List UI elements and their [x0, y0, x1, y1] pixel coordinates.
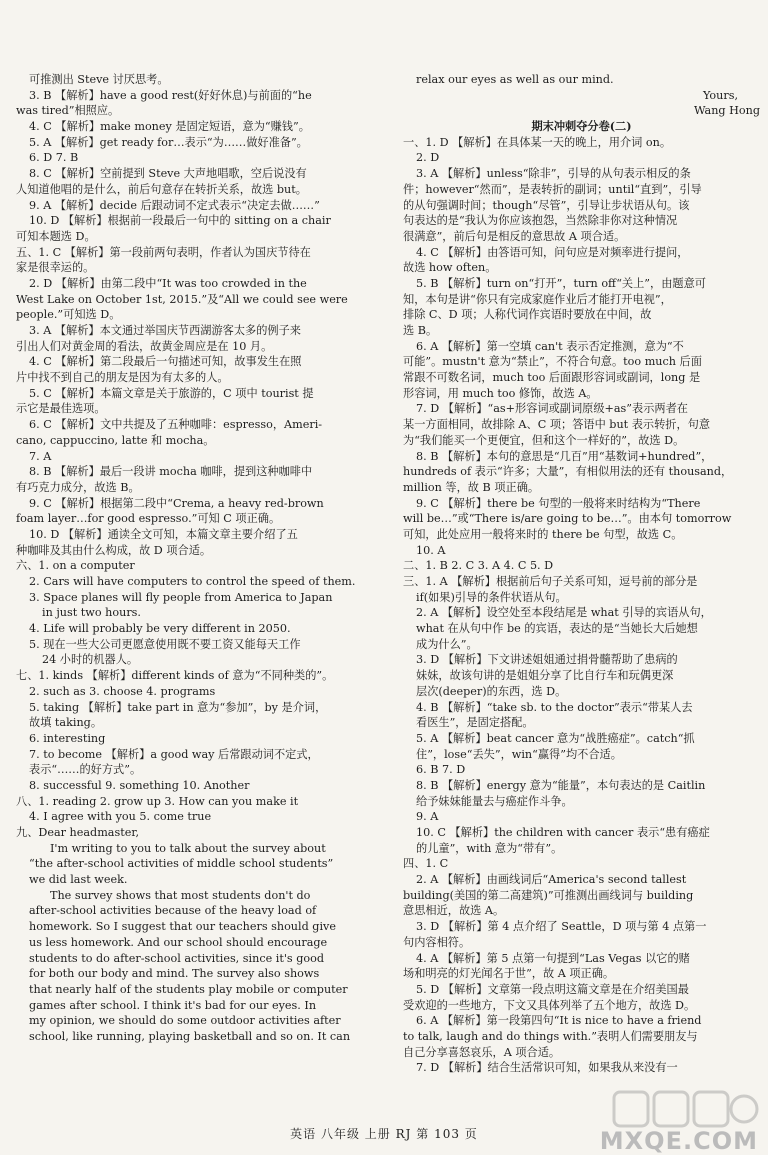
text-line: Wang Hong	[694, 104, 760, 118]
text-line: 一、1. D 【解析】在具体某一天的晚上，用介词 on。	[403, 135, 672, 149]
text-line: 的儿童”，with 意为“带有”。	[416, 841, 563, 855]
text-line: 5. 现在一些大公司更愿意使用既不要工资又能每天工作	[29, 637, 301, 651]
text-line: 场和明亮的灯光闻名于世”，故 A 项正确。	[403, 967, 615, 981]
text-line: 3. D 【解析】下文讲述姐姐通过捐骨髓帮助了患病的	[416, 653, 678, 667]
text-line: us less homework. And our school should encourage	[29, 935, 328, 949]
text-line: 五、1. C 【解析】第一段前两句表明，作者认为国庆节待在	[16, 245, 311, 259]
text-line: 故填 taking。	[29, 716, 103, 730]
text-line: 5. A 【解析】get ready for…表示“为……做好准备”。	[29, 135, 308, 149]
text-line: 4. C 【解析】由答语可知，问句应是对频率进行提问，	[416, 245, 689, 259]
text-line: 可知，此处应用一般将来时的 there be 句型，故选 C。	[403, 527, 683, 541]
text-line: 2. Cars will have computers to control the speed of them.	[29, 575, 356, 588]
text-line: 2. such as 3. choose 4. programs	[29, 684, 216, 698]
text-line: Yours,	[703, 88, 738, 102]
text-line: 很满意”，前后句是相反的意思故 A 项合适。	[403, 229, 626, 243]
text-line: games after school. I think it's bad for our eyes. In	[29, 998, 317, 1012]
text-line: 24 小时的机器人。	[42, 653, 139, 667]
text-line: 选 B。	[403, 324, 438, 337]
right-column	[403, 72, 760, 1076]
text-line: 2. A 【解析】设空处至本段结尾是 what 引导的宾语从句，	[416, 606, 712, 620]
text-line: 6. C 【解析】文中共提及了五种咖啡：espresso，Ameri-	[29, 418, 323, 432]
text-line: 2. A 【解析】由画线词后“America's second tallest	[416, 873, 687, 887]
text-line: 5. A 【解析】beat cancer 意为“战胜癌症”。catch“抓	[416, 731, 695, 745]
text-line: 3. Space planes will fly people from America to Japan	[29, 590, 333, 604]
text-line: 层次(deeper)的东西，选 D。	[416, 684, 567, 698]
text-line: 8. B 【解析】最后一段讲 mocha 咖啡，提到这种咖啡中	[29, 465, 313, 479]
text-line: if(如果)引导的条件状语从句。	[416, 590, 567, 604]
text-line: 受欢迎的一些地方，下文又具体列举了五个地方，故选 D。	[403, 998, 696, 1012]
text-line: 为“我们能买一个更便宜，但和这个一样好的”，故选 D。	[403, 433, 685, 447]
text-line: 七、1. kinds 【解析】different kinds of 意为“不同种类的”。	[16, 669, 334, 683]
text-line: 6. D 7. B	[29, 151, 79, 165]
text-line: 8. C 【解析】空前提到 Steve 大声地唱歌，空后说没有	[29, 167, 307, 181]
text-line: 六、1. on a computer	[16, 559, 135, 573]
text-line: cano, cappuccino, latte 和 mocha。	[16, 433, 215, 447]
text-line: 示它是最佳选项。	[16, 402, 106, 416]
text-line: 3. A 【解析】本文通过举国庆节西湖游客太多的例子来	[29, 324, 301, 337]
text-line: 某一方面相同，故排除 A、C 项；答语中 but 表示转折，句意	[403, 418, 711, 432]
text-line: homework. So I suggest that our teachers should give	[29, 920, 336, 934]
text-line: 排除 C、D 项；人称代词作宾语时要放在中间，故	[403, 308, 652, 322]
text-line: 九、Dear headmaster,	[16, 826, 140, 839]
text-line: for both our body and mind. The survey also shows	[29, 967, 320, 981]
text-line: 可能”。mustn't 意为“禁止”，不符合句意。too much 后面	[403, 355, 702, 369]
text-line: 9. C 【解析】there be 句型的一般将来时结构为“There	[416, 496, 701, 510]
text-line: 8. successful 9. something 10. Another	[29, 778, 250, 792]
text-line: 10. D 【解析】根据前一段最后一句中的 sitting on a chair	[29, 214, 331, 228]
text-line: “the after-school activities of middle school students”	[29, 857, 334, 871]
text-line: school, like running, playing basketball and so on. It can	[29, 1029, 351, 1043]
text-line: building(美国的第二高建筑)”可推测出画线词与 building	[403, 888, 694, 902]
text-line: 9. A	[416, 810, 439, 824]
text-line: 8. B 【解析】本句的意思是“几百”用“基数词+hundred”，	[416, 449, 713, 463]
text-line: relax our eyes as well as our mind.	[416, 73, 614, 86]
text-line: 7. A	[29, 449, 52, 463]
text-line: 意思相近，故选 A。	[403, 904, 505, 918]
text-line: we did last week.	[29, 873, 128, 887]
text-line: 妹妹，故该句讲的是姐姐分享了比自行车和玩偶更深	[416, 669, 674, 683]
text-line: 表示“……的好方式”。	[29, 763, 142, 777]
text-line: The survey shows that most students don't do	[50, 888, 311, 902]
text-line: 常跟不可数名词，much too 后面跟形容词或副词，long 是	[403, 371, 701, 385]
text-line: 看医生”，是固定搭配。	[416, 716, 534, 730]
text-line: 成为什么”。	[416, 637, 478, 651]
text-line: after-school activities because of the heavy load of	[29, 904, 317, 918]
text-line: 5. D 【解析】文章第一段点明这篇文章是在介绍美国最	[416, 982, 689, 996]
text-line: my opinion, we should do some outdoor activities after	[29, 1014, 341, 1028]
text-line: I'm writing to you to talk about the survey about	[50, 841, 326, 855]
text-line: 10. D 【解析】通读全文可知，本篇文章主要介绍了五	[29, 527, 298, 541]
watermark-text: MXQE.COM	[599, 1127, 758, 1155]
text-line: 句表达的是“我认为你应该抱怨，当然除非你对这种情况	[403, 214, 678, 228]
text-line: 6. B 7. D	[416, 763, 466, 777]
text-line: what 在从句中作 be 的宾语，表达的是“当她长大后她想	[416, 622, 698, 636]
text-line: 4. B 【解析】“take sb. to the doctor”表示“带某人去	[416, 700, 693, 714]
text-line: 7. D 【解析】结合生活常识可知，如果我从来没有一	[416, 1061, 678, 1075]
text-line: 知，本句是讲“你只有完成家庭作业后才能打开电视”，	[403, 292, 672, 306]
text-line: 2. D	[416, 151, 440, 165]
text-line: 二、1. B 2. C 3. A 4. C 5. D	[403, 559, 554, 573]
text-line: 故选 how often。	[403, 261, 497, 275]
text-line: 7. to become 【解析】a good way 后常跟动词不定式，	[29, 747, 319, 761]
text-line: 10. A	[416, 543, 446, 557]
page-footer: 英语 八年级 上册 RJ 第 103 页	[290, 1127, 478, 1141]
text-line: 6. interesting	[29, 731, 106, 745]
text-line: in just two hours.	[42, 606, 141, 620]
text-line: 家是很幸运的。	[16, 261, 95, 275]
text-line: to talk, laugh and do things with.”表明人们需要朋友与	[403, 1029, 698, 1043]
text-line: 8. B 【解析】energy 意为“能量”，本句表达的是 Caitlin	[416, 778, 706, 792]
text-line: 4. Life will probably be very different in 2050.	[29, 622, 291, 636]
text-line: 人知道他唱的是什么，前后句意存在转折关系，故选 but。	[16, 182, 307, 196]
text-line: 种咖啡及其由什么构成，故 D 项合适。	[16, 543, 212, 557]
text-line: 可推测出 Steve 讨厌思考。	[29, 73, 169, 86]
text-line: 4. I agree with you 5. come true	[29, 810, 212, 824]
text-line: 5. taking 【解析】take part in 意为“参加”，by 是介词，	[29, 700, 327, 714]
text-line: West Lake on October 1st, 2015.”及“All we could see were	[16, 292, 348, 306]
text-line: 件；however“然而”，是表转折的副词；until“直到”，引导	[403, 182, 702, 196]
text-line: 5. B 【解析】turn on“打开”，turn off“关上”，由题意可	[416, 276, 706, 290]
text-line: 4. C 【解析】第二段最后一句描述可知，故事发生在照	[29, 355, 302, 369]
text-line: 7. D 【解析】“as+形容词或副词原级+as”表示两者在	[416, 402, 688, 416]
text-line: 有巧克力成分，故选 B。	[16, 480, 140, 494]
text-line: was tired”相照应。	[16, 104, 120, 118]
text-line: 片中找不到自己的朋友是因为有太多的人。	[16, 371, 229, 385]
text-line: 10. C 【解析】the children with cancer 表示“患有癌症	[416, 826, 710, 839]
text-line: 引出人们对黄金周的看法，故黄金周应是在 10 月。	[16, 339, 273, 353]
text-line: hundreds of 表示“许多；大量”，有相似用法的还有 thousand，	[403, 465, 733, 479]
text-line: 给予妹妹能量去与癌症作斗争。	[416, 794, 573, 808]
text-line: 6. A 【解析】第一空填 can't 表示否定推测，意为“不	[416, 339, 684, 353]
text-line: 9. C 【解析】根据第二段中“Crema, a heavy red-brown	[29, 496, 324, 510]
text-line: will be…”或“There is/are going to be…”。由本句 tomorrow	[403, 512, 732, 526]
text-line: 句内容相符。	[403, 935, 471, 949]
text-line: foam layer…for good espresso.”可知 C 项正确。	[16, 512, 281, 526]
text-line: that nearly half of the students play mobile or computer	[29, 982, 348, 996]
text-line: 3. D 【解析】第 4 点介绍了 Seattle，D 项与第 4 点第一	[416, 920, 707, 934]
text-line: million 等，故 B 项正确。	[403, 480, 540, 494]
text-line: 自己分享喜怒哀乐，A 项合适。	[403, 1045, 561, 1059]
text-line: 三、1. A 【解析】根据前后句子关系可知，逗号前的部分是	[403, 575, 698, 588]
text-line: people.”可知选 D。	[16, 308, 121, 322]
text-line: students to do after-school activities, since it's good	[29, 951, 324, 965]
text-line: 6. A 【解析】第一段第四句“It is nice to have a friend	[416, 1014, 702, 1028]
text-line: 3. A 【解析】unless“除非”，引导的从句表示相反的条	[416, 167, 691, 181]
text-line: 期末冲刺夺分卷(二)	[531, 119, 632, 134]
text-line: 5. C 【解析】本篇文章是关于旅游的，C 项中 tourist 提	[29, 386, 314, 400]
text-line: 3. B 【解析】have a good rest(好好休息)与前面的“he	[29, 88, 312, 102]
text-line: 的从句强调时间；though“尽管”，引导让步状语从句。该	[403, 198, 690, 212]
text-line: 4. C 【解析】make money 是固定短语，意为“赚钱”。	[29, 120, 310, 134]
text-line: 四、1. C	[403, 857, 449, 871]
text-line: 八、1. reading 2. grow up 3. How can you make it	[16, 794, 299, 808]
text-line: 9. A 【解析】decide 后跟动词不定式表示“决定去做……”	[29, 198, 320, 212]
left-column	[16, 72, 374, 1045]
text-line: 住”，lose“丢失”，win“赢得”均不合适。	[416, 747, 622, 761]
text-line: 2. D 【解析】由第二段中“It was too crowded in the	[29, 276, 307, 290]
text-line: 可知本题选 D。	[16, 229, 96, 243]
text-line: 4. A 【解析】第 5 点第一句提到“Las Vegas 以它的赌	[416, 951, 690, 965]
text-line: 形容词，用 much too 修饰，故选 A。	[403, 386, 598, 400]
